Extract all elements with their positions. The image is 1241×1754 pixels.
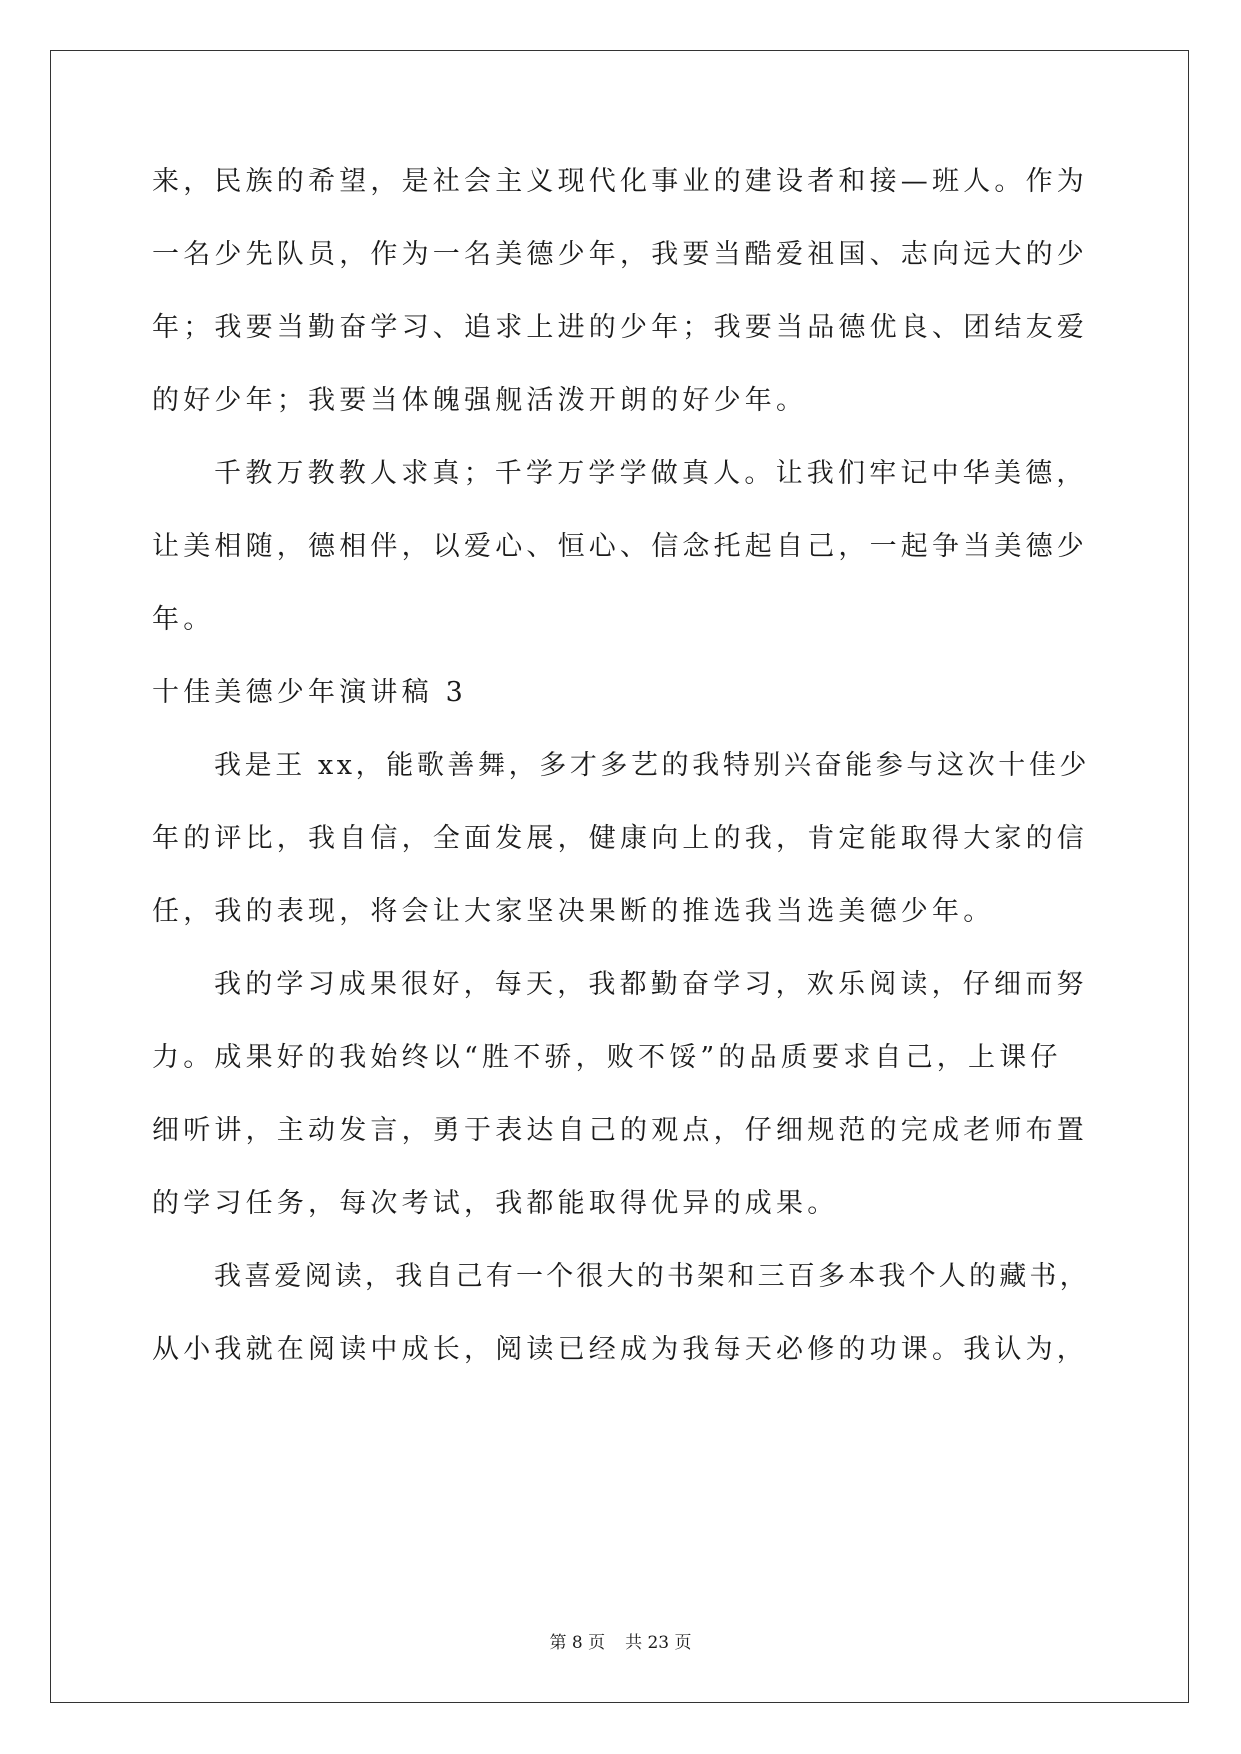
text-line: 千教万教教人求真；千学万学学做真人。让我们牢记中华美德， [214, 458, 1088, 489]
text-line: 来，民族的希望，是社会主义现代化事业的建设者和接—班人。作为 [152, 166, 1088, 197]
text-line: 一名少先队员，作为一名美德少年，我要当酷爱祖国、志向远大的少 [152, 239, 1088, 270]
text-line: 任，我的表现，将会让大家坚决果断的推选我当选美德少年。 [152, 896, 995, 927]
page-number: 第 8 页 [549, 1633, 606, 1653]
page-border [50, 50, 1189, 1703]
text-line: 我的学习成果很好，每天，我都勤奋学习，欢乐阅读，仔细而努 [214, 969, 1088, 1000]
text-line: 从小我就在阅读中成长，阅读已经成为我每天必修的功课。我认为， [152, 1334, 1088, 1365]
text-line: 年；我要当勤奋学习、追求上进的少年；我要当品德优良、团结友爱 [152, 312, 1088, 343]
text-line: 的学习任务，每次考试，我都能取得优异的成果。 [152, 1188, 839, 1219]
text-line: 年的评比，我自信，全面发展，健康向上的我，肯定能取得大家的信 [152, 823, 1088, 854]
text-line: 的好少年；我要当体魄强舰活泼开朗的好少年。 [152, 385, 808, 416]
page-total: 共 23 页 [625, 1633, 692, 1653]
text-line: 细听讲，主动发言，勇于表达自己的观点，仔细规范的完成老师布置 [152, 1115, 1088, 1146]
text-line: 让美相随，德相伴，以爱心、恒心、信念托起自己，一起争当美德少 [152, 531, 1088, 562]
text-line: 力。成果好的我始终以“胜不骄，败不馁”的品质要求自己，上课仔 [152, 1042, 1062, 1073]
section-heading: 十佳美德少年演讲稿 3 [152, 677, 467, 708]
text-line: 我是王 xx，能歌善舞，多才多艺的我特别兴奋能参与这次十佳少 [214, 750, 1091, 781]
page-footer [0, 1632, 1241, 1654]
text-line: 我喜爱阅读，我自己有一个很大的书架和三百多本我个人的藏书， [214, 1261, 1090, 1292]
text-line: 年。 [152, 604, 215, 635]
